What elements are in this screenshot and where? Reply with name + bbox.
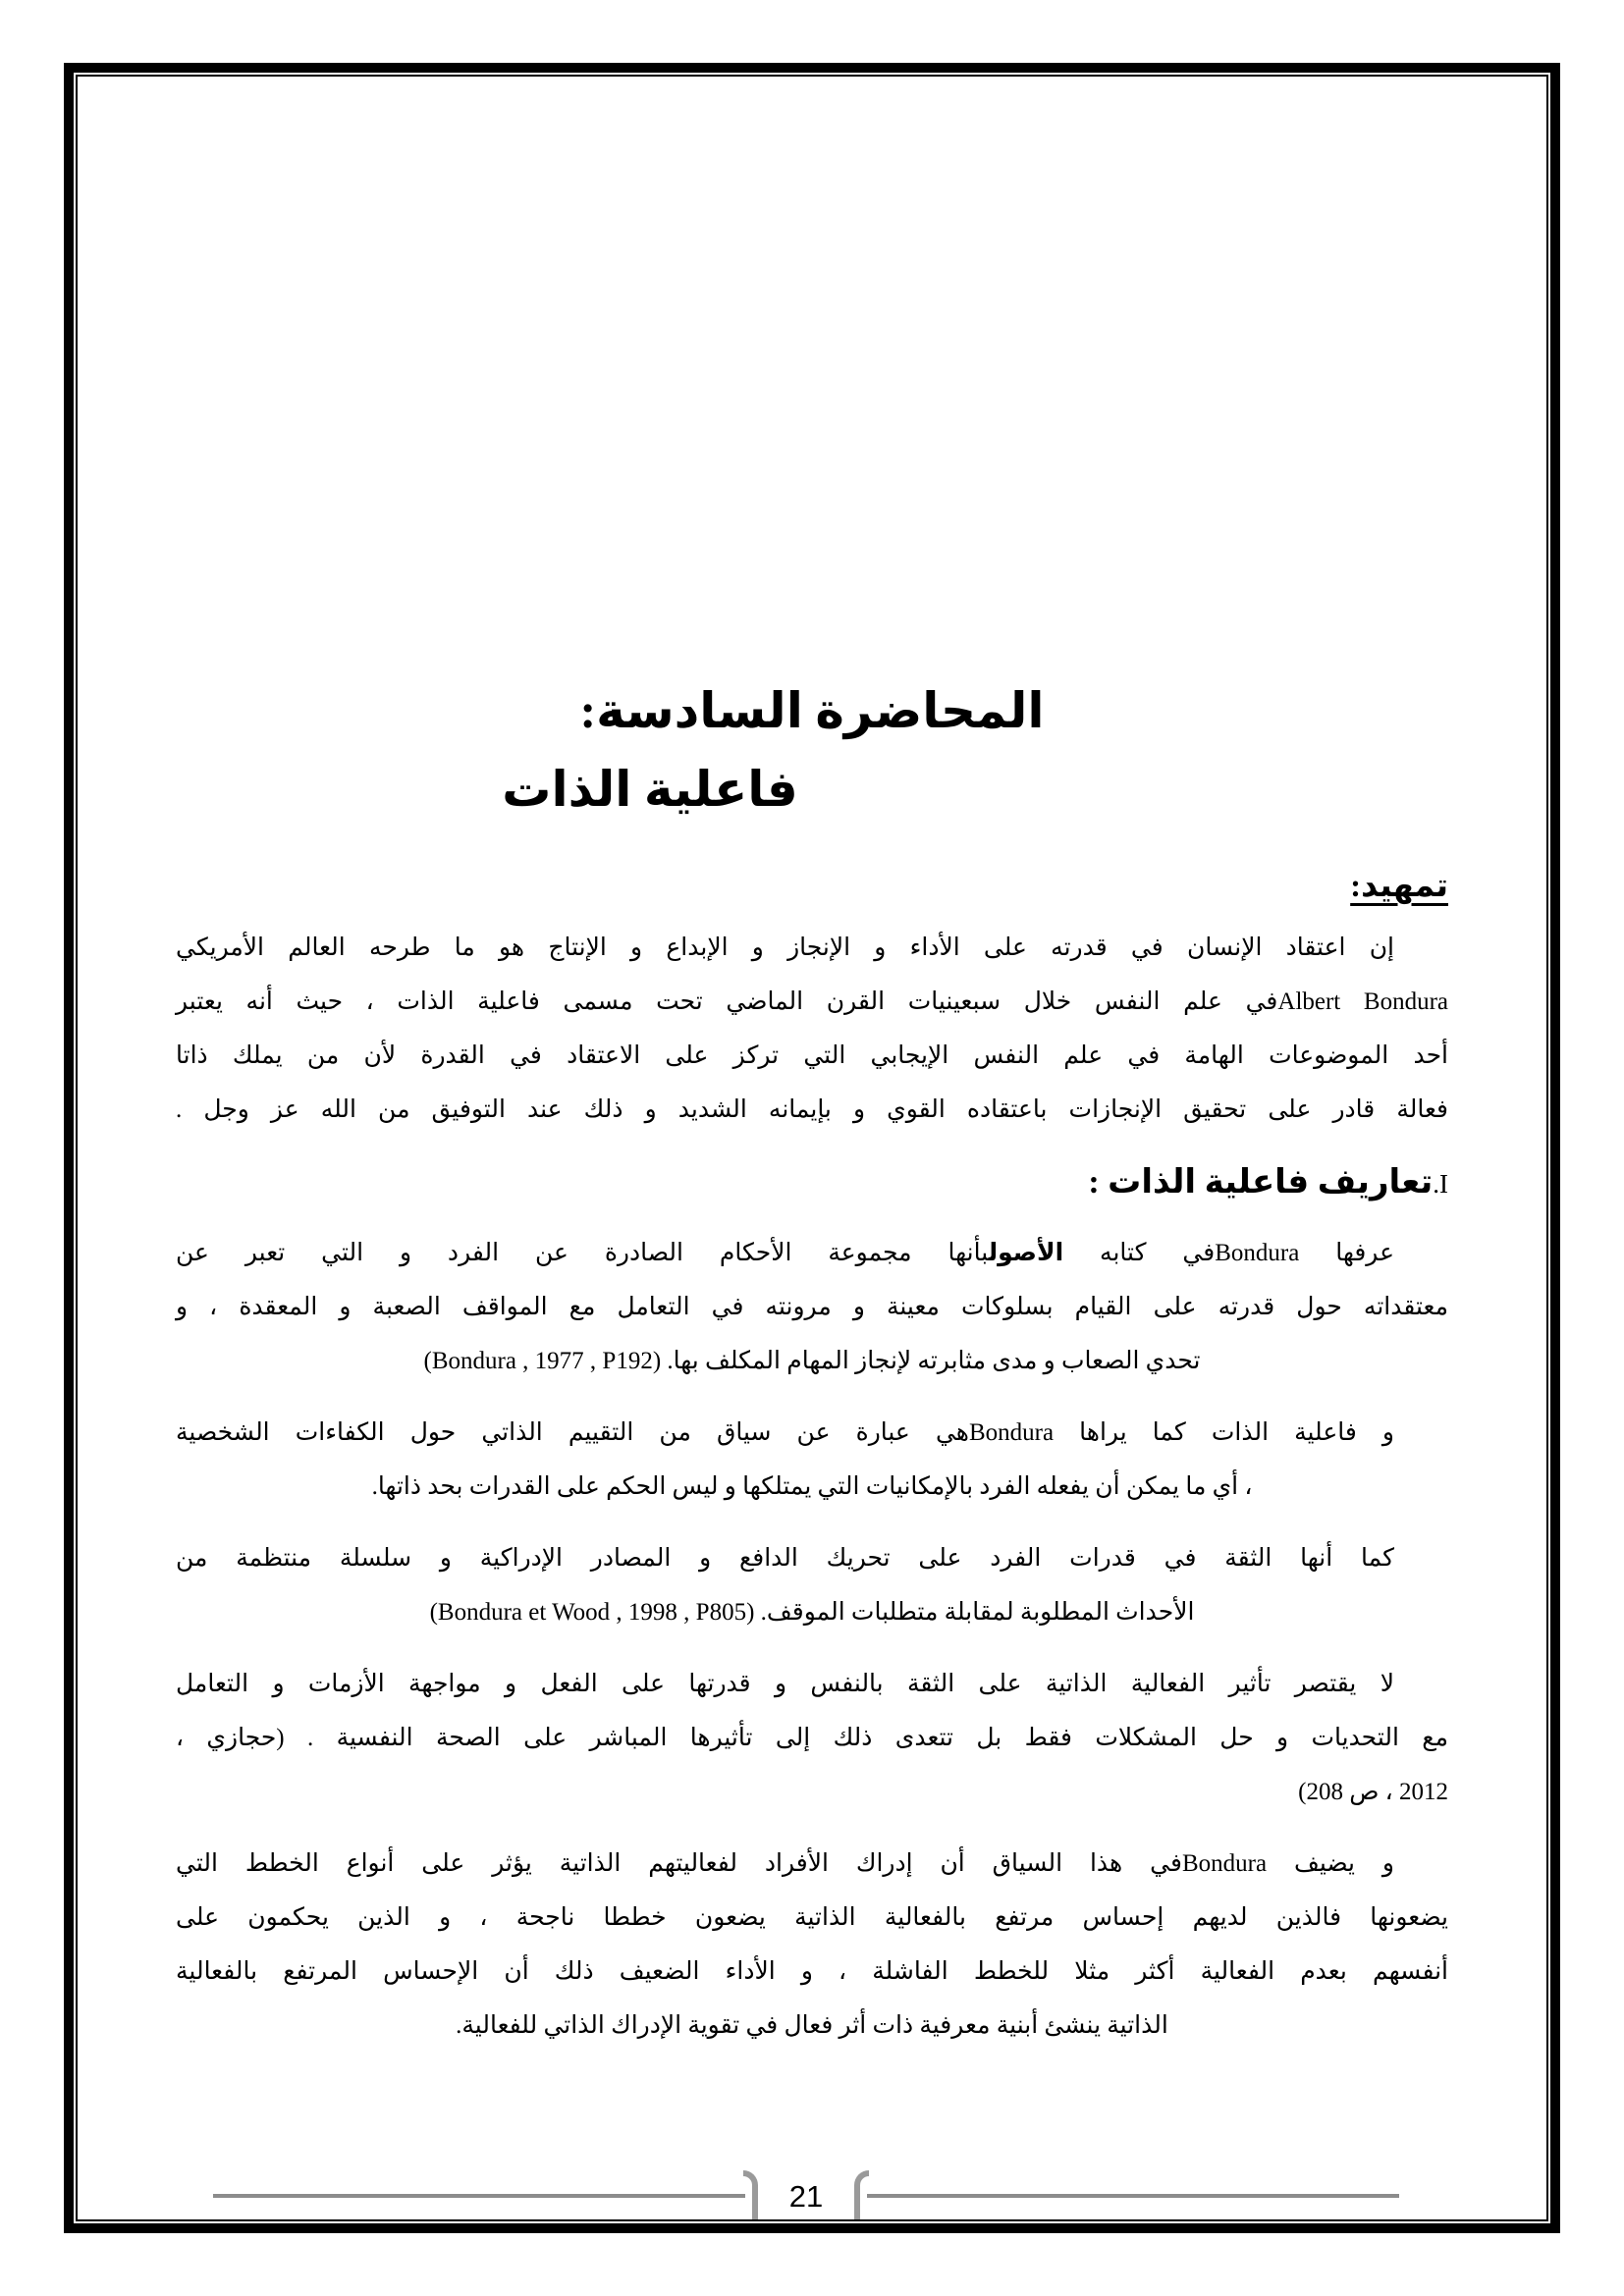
section-heading-tamhid (176, 862, 1448, 911)
definition-bondura-1977 (176, 1226, 1448, 1388)
text-segment: عرفها Bonduraفي كتابه (1063, 1240, 1395, 1266)
lecture-subtitle: فاعلية الذات (502, 762, 798, 817)
bold-text: الأصول (988, 1240, 1064, 1266)
tamhid-heading-text: تمهيد: (1350, 869, 1448, 904)
paragraph-bondura-plans (176, 1837, 1448, 2053)
text-line (176, 1460, 1448, 1514)
section-heading-taarif (176, 1154, 1448, 1212)
text-line (176, 1711, 1448, 1765)
text-line (176, 1945, 1448, 1999)
text-segment: 2012 ، ص 208) (1298, 1779, 1448, 1805)
taarif-roman-numeral: I. (1433, 1169, 1448, 1199)
text-segment: تحدي الصعاب و مدى مثابرته لإنجاز المهام المكلف بها. (661, 1348, 1201, 1374)
text-line (176, 1406, 1448, 1460)
text-line (176, 1226, 1448, 1280)
text-line (176, 1999, 1448, 2053)
definition-wood-1998 (176, 1531, 1448, 1639)
text-segment: الذاتية ينشئ أبنية معرفية ذات أثر فعال في تقوية الإدراك الذاتي للفعالية. (456, 2012, 1168, 2039)
text-segment: ، أي ما يمكن أن يفعله الفرد بالإمكانيات التي يمتلكها و ليس الحكم على القدرات بحد ذاتها. (371, 1473, 1253, 1500)
document-content (78, 77, 1546, 2219)
text-segment: مع التحديات و حل المشكلات فقط بل تتعدى ذلك إلى تأثيرها المباشر على الصحة النفسية . (حجازي ، (176, 1725, 1448, 1751)
text-line (176, 1657, 1448, 1711)
text-line (176, 1585, 1448, 1639)
page-footer (213, 2168, 1399, 2219)
text-line (176, 1765, 1448, 1819)
text-line (176, 1280, 1448, 1334)
text-segment: معتقداته حول قدرته على القيام بسلوكات معينة و مرونته في التعامل مع المواقف الصعبة و المعقدة ، و (176, 1294, 1448, 1320)
text-line (176, 1083, 1448, 1137)
text-segment: أحد الموضوعات الهامة في علم النفس الإيجابي التي تركز على الاعتقاد في القدرة لأن من يملك ذاتا (176, 1042, 1448, 1069)
text-segment: أنفسهم بعدم الفعالية أكثر مثلا للخطط الفاشلة ، و الأداء الضعيف ذلك أن الإحساس المرتفع بالفعالية (176, 1958, 1448, 1985)
text-segment: يضعونها فالذين لديهم إحساس مرتفع بالفعالية الذاتية يضعون خططا ناجحة ، و الذين يحكمون على (176, 1904, 1448, 1931)
text-line (176, 1891, 1448, 1945)
text-segment: فعالة قادر على تحقيق الإنجازات باعتقاده القوي و بإيمانه الشديد و ذلك عند التوفيق من الله عز وجل . (176, 1096, 1448, 1123)
text-segment: (Bondura et Wood , 1998 , P805) (429, 1599, 755, 1626)
text-segment: و فاعلية الذات كما يراها Bonduraهي عبارة عن سياق من التقييم الذاتي حول الكفاءات الشخصية (176, 1419, 1394, 1446)
footer-rule-right (867, 2194, 1399, 2198)
text-segment: لا يقتصر تأثير الفعالية الذاتية على الثقة بالنفس و قدرتها على الفعل و مواجهة الأزمات و التعامل (176, 1671, 1394, 1697)
text-line (176, 975, 1448, 1029)
text-segment: كما أنها الثقة في قدرات الفرد على تحريك الدافع و المصادر الإدراكية و سلسلة منتظمة من (176, 1545, 1394, 1572)
page-number-bracket-right-icon (854, 2170, 869, 2219)
page-number: 21 (788, 2179, 824, 2214)
text-line (176, 1837, 1448, 1891)
definitions-section (176, 1226, 1448, 2053)
text-line (176, 1029, 1448, 1083)
intro-section (176, 921, 1448, 1137)
text-line (176, 1531, 1448, 1585)
page-border-inner (76, 75, 1548, 2221)
text-segment: Albert Bonduraفي علم النفس خلال سبعينيات القرن الماضي تحت مسمى فاعلية الذات ، حيث أنه يعتبر (176, 988, 1448, 1015)
page-border-outer (64, 63, 1560, 2233)
definition-self-assessment (176, 1406, 1448, 1514)
text-line (176, 921, 1448, 975)
text-segment: و يضيف Bonduraفي هذا السياق أن إدراك الأفراد لفعاليتهم الذاتية يؤثر على أنواع الخطط التي (176, 1850, 1394, 1877)
text-segment: إن اعتقاد الإنسان في قدرته على الأداء و الإنجاز و الإبداع و الإنتاج هو ما طرحه العالم الأمريكي (176, 934, 1394, 961)
text-segment: بأنها مجموعة الأحكام الصادرة عن الفرد و التي تعبر عن (176, 1240, 989, 1266)
lecture-title: المحاضرة السادسة: (579, 683, 1045, 738)
paragraph-hijazi-2012 (176, 1657, 1448, 1819)
text-segment: الأحداث المطلوبة لمقابلة متطلبات الموقف. (754, 1599, 1195, 1626)
text-line (176, 1334, 1448, 1388)
text-segment: (Bondura , 1977 , P192) (423, 1348, 662, 1374)
taarif-heading-text: تعاريف فاعلية الذات : (1088, 1164, 1434, 1201)
page-number-box (743, 2168, 869, 2219)
page-number-bracket-left-icon (743, 2170, 758, 2219)
footer-rule-left (213, 2194, 745, 2198)
intro-paragraph (176, 921, 1448, 1137)
